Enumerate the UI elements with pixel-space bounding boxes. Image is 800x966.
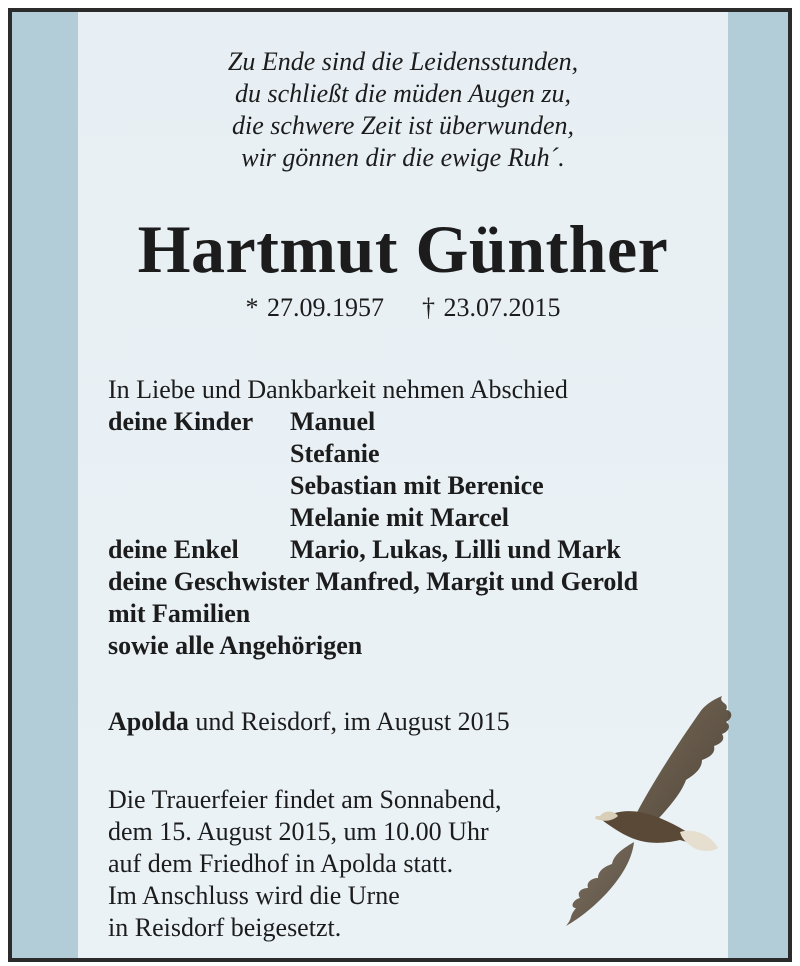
ceremony-line: Im Anschluss wird die Urne	[108, 881, 400, 910]
eagle-icon	[562, 692, 737, 932]
ceremony-line: Die Trauerfeier findet am Sonnabend,	[108, 785, 502, 814]
grandchildren-names: Mario, Lukas, Lilli und Mark	[290, 535, 621, 564]
child-name: Melanie mit Marcel	[290, 503, 509, 532]
poem	[78, 46, 728, 174]
child-name: Stefanie	[290, 439, 380, 468]
ceremony-line: in Reisdorf beigesetzt.	[108, 913, 342, 942]
farewell-intro: In Liebe und Dankbarkeit nehmen Abschied	[108, 375, 568, 404]
relatives-line: sowie alle Angehörigen	[108, 631, 363, 660]
life-dates	[78, 292, 728, 324]
child-name: Sebastian mit Berenice	[290, 471, 544, 500]
poem-line: Zu Ende sind die Leidensstunden,	[227, 47, 579, 76]
siblings-line: deine Geschwister Manfred, Margit und Gerold	[108, 567, 639, 596]
obituary-notice	[8, 8, 792, 962]
place-date-rest: und Reisdorf, im August 2015	[188, 707, 510, 736]
death-date: † 23.07.2015	[422, 293, 561, 322]
child-name: Manuel	[290, 407, 376, 436]
place-name: Apolda	[108, 707, 189, 736]
ceremony-line: dem 15. August 2015, um 10.00 Uhr	[108, 817, 489, 846]
birth-date: * 27.09.1957	[245, 293, 384, 322]
place-date	[108, 706, 510, 738]
families-line: mit Familien	[108, 599, 251, 628]
poem-line: wir gönnen dir die ewige Ruh´.	[241, 143, 565, 172]
deceased-name: Hartmut Günther	[137, 211, 669, 287]
ceremony-line: auf dem Friedhof in Apolda statt.	[108, 849, 454, 878]
children-label: deine Kinder	[108, 407, 254, 436]
grandchildren-label: deine Enkel	[108, 535, 239, 564]
poem-line: die schwere Zeit ist überwunden,	[231, 111, 575, 140]
poem-line: du schließt die müden Augen zu,	[234, 79, 572, 108]
